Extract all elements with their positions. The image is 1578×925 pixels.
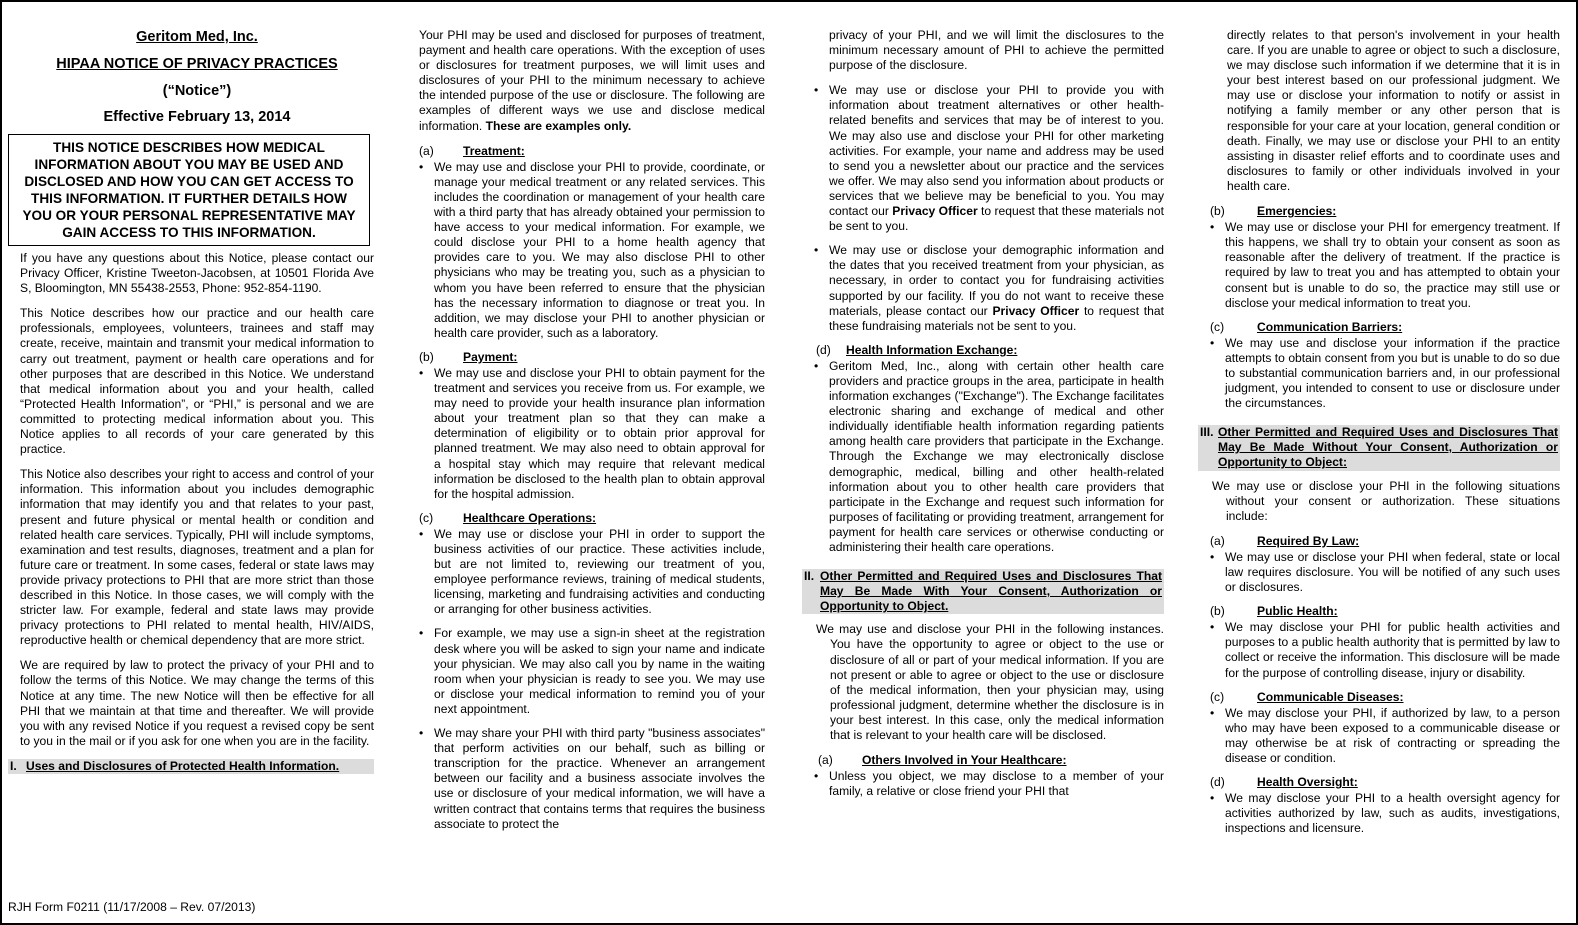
subsection-title: Healthcare Operations:: [463, 510, 597, 525]
intro-text: Your PHI may be used and disclosed for purposes of treatment, payment and health care operations. With the exception of uses or disclosures for treatment purposes, we will limit uses and disclosures of your PHI to the minimum necessary to achieve the intended purpose of the use or disclosure. The following are examples of different ways we use and disclose medical information.: [419, 28, 765, 133]
subsection-title: Health Oversight:: [1257, 775, 1358, 790]
bullet-icon: •: [419, 159, 424, 174]
list-item: • Geritom Med, Inc., along with certain other health care providers and practice groups in the area, participate in health information exchanges ("Exchange"). The Exchange facilitates electronic sharing and exchange of medical and other individually identifiable health information regarding patients among health care providers that participate in the Exchange. Through the Exchange we may electronically disclose demographic, medical, billing and other health-related information about you to other health care providers that participate in the Exchange and request such information for purposes of facilitating or providing treatment, arrangement for payment for health care services or otherwise conducting or administering their health care operations.: [814, 358, 1164, 554]
bullet-icon: •: [814, 83, 819, 98]
list-item: • We may use and disclose your information if the practice attempts to obtain consent from you but is unable to do so due to substantial communication barriers and, in our professional judgment, you intended to consent to use or disclosure under the circumstances.: [1210, 335, 1560, 411]
subsection-title: Communicable Diseases:: [1257, 689, 1404, 704]
bullet-icon: •: [1210, 705, 1215, 720]
company-name: Geritom Med, Inc.: [136, 29, 258, 45]
subsection-label: (d): [816, 342, 831, 357]
column-4: [1200, 28, 1560, 846]
form-footer: RJH Form F0211 (11/17/2008 – Rev. 07/2013): [8, 900, 256, 914]
subsection-exchange: [816, 343, 1164, 358]
list-item: • We may share your PHI with third party "business associates" that perform activities on our behalf, such as billing or transcription for the practice. Whenever an arrangement between our facility and a business associate involves the use or disclosure of your medical information, we will have a written contract that contains terms that requires the business associate to protect the: [419, 726, 765, 831]
subsection-title: Communication Barriers:: [1257, 319, 1403, 334]
column-2: [419, 28, 765, 841]
subsection-label: (b): [1210, 204, 1225, 219]
paragraph-describes: This Notice describes how our practice and our health care professionals, employees, volunteers, trainees and staff may create, receive, maintain and transmit your medical information to carry out treatment, payment or health care operations and for other purposes that are described in this Notice. We understand that medical information about you and your health, called “Protected Health Information”, or “PHI,” is personal and we are committed to protecting medical information about you. This Notice applies to all records of your care generated by this practice.: [20, 306, 374, 457]
section-title: Other Permitted and Required Uses and Disclosures That May Be Made With Your Consent, Authorization or Opportunity to Object.: [820, 569, 1162, 614]
subsection-title: Payment:: [463, 349, 518, 364]
subsection-title: Treatment:: [463, 143, 525, 158]
subsection-label: (a): [818, 753, 833, 768]
list-item: • We may disclose your PHI, if authorized by law, to a person who may have been exposed to a communicable disease or may otherwise be at risk of contracting or spreading the disease or condition.: [1210, 705, 1560, 766]
bullet-icon: •: [1210, 220, 1215, 235]
bullet-icon: •: [814, 769, 819, 784]
paragraph-continued: directly relates to that person's involvement in your health care. If you are unable to agree or object to such a disclosure, we may disclose such information if we determine that it is in your best interest based on our professional judgment. We may use or disclose your information to notify or assist in notifying a family member or any other person that is responsible for your care at your location, general condition or death. Finally, we may use or disclose your PHI to an entity assisting in disaster relief efforts and to coordinate uses and disclosures to family or other individuals involved in your health care.: [1227, 28, 1560, 193]
paragraph-required: We are required by law to protect the privacy of your PHI and to follow the terms of this Notice. We may change the terms of this Notice at any time. The new Notice will then be effective for all PHI that we maintain at that time and thereafter. We will provide you with any revised Notice if you request a revised copy be sent to you in the mail or if you ask for one when you are in the facility.: [20, 658, 374, 748]
subsection-label: (d): [1210, 775, 1225, 790]
subsection-operations: [419, 511, 765, 526]
bullet-icon: •: [419, 526, 424, 541]
subsection-health-oversight: [1210, 775, 1560, 790]
subsection-label: (a): [1210, 533, 1225, 548]
subsection-label: (c): [1210, 319, 1225, 334]
list-item: • We may use and disclose your PHI to provide, coordinate, or manage your medical treatment or any related services. This includes the coordination or management of your health care with a third party that has already obtained your permission to have access to your medical information. For example, we could disclose your PHI to a home health agency that provides care to you. We may also disclose PHI to other physicians who may be treating you, such as a physician to whom you have been referred to ensure that the physician has the necessary information to diagnose or treat you. In addition, we may disclose your PHI to another physician or health care provider, such as a laboratory.: [419, 159, 765, 340]
list-item: • We may use or disclose your PHI in order to support the business activities of our practice. These activities include, but are not limited to, reviewing our treatment of you, employee performance reviews, training of medical students, licensing, marketing and fundraising activities and conducting or arranging for other business activities.: [419, 526, 765, 617]
subsection-label: (c): [419, 510, 434, 525]
section-heading-1: [8, 759, 374, 774]
subsection-others: [818, 753, 1164, 768]
subsection-label: (b): [419, 349, 434, 364]
subsection-emergencies: [1210, 204, 1560, 219]
bullet-icon: •: [419, 626, 424, 641]
section-heading-2: [802, 569, 1164, 614]
subsection-title: Others Involved in Your Healthcare:: [862, 753, 1067, 768]
list-item: • We may use or disclose your PHI when federal, state or local law requires disclosure. You will be notified of any such uses or disclosures.: [1210, 549, 1560, 595]
subsection-public-health: [1210, 604, 1560, 619]
list-item: • We may use and disclose your PHI to obtain payment for the treatment and services you receive from us. For example, we may need to provide your health insurance plan information about your treatment plan so that they can make a determination of eligibility or to obtain prior approval for planned treatment. We may also need to obtain approval for a hospital stay which may require that relevant medical information be disclosed to the health plan to obtain approval for the hospital admission.: [419, 365, 765, 501]
list-item: • We may disclose your PHI for public health activities and purposes to a public health authority that is permitted by law to collect or receive the information. This disclosure will be made for the purpose of controlling disease, injury or disability.: [1210, 620, 1560, 680]
notice-box: THIS NOTICE DESCRIBES HOW MEDICAL INFORMATION ABOUT YOU MAY BE USED AND DISCLOSED AND HOW YOU CAN GET ACCESS TO THIS INFORMATION. IT FURTHER DETAILS HOW YOU OR YOUR PERSONAL REPRESENTATIVE MAY GAIN ACCESS TO THIS INFORMATION.: [8, 134, 370, 246]
section-number: II.: [804, 569, 815, 584]
paragraph-consent: We may use and disclose your PHI in the following instances. You have the opportunity to agree or object to the use or disclosure of all or part of your medical information. If you are not present or able to agree or object to the use or disclosure of the medical information, then your physician may, using professional judgment, determine whether the disclosure is in your best interest. In this case, only the medical information that is relevant to your health care will be disclosed.: [816, 622, 1164, 743]
subsection-title: Required By Law:: [1257, 533, 1360, 548]
bullet-icon: •: [1210, 549, 1215, 564]
column-3: [804, 28, 1164, 808]
subsection-required-by-law: [1210, 534, 1560, 549]
section-heading-3: [1198, 425, 1560, 470]
paragraph-continued: privacy of your PHI, and we will limit the disclosures to the minimum necessary amount of PHI to achieve the permitted purpose of the disclosure.: [829, 28, 1164, 73]
section-title: Uses and Disclosures of Protected Health Information.: [26, 758, 340, 773]
list-item: • For example, we may use a sign-in sheet at the registration desk where you will be asked to sign your name and indicate your physician. We may also call you by name in the waiting room when your physician is ready to see you. We may use or disclose your medical information to remind you of your next appointment.: [419, 626, 765, 716]
notice-title: HIPAA NOTICE OF PRIVACY PRACTICES: [56, 56, 338, 72]
subsection-title: Health Information Exchange:: [846, 342, 1018, 357]
list-item: • We may use or disclose your PHI to provide you with information about treatment alternatives or other health-related benefits and services that may be of interest to you. We may also use and disclose your PHI for other marketing activities. For example, your name and address may be used to send you a newsletter about our practice and the services we offer. We may also send you information about products or services that we believe may be beneficial to you. You may contact our Privacy Officer to request that these materials not be sent to you.: [814, 83, 1164, 234]
paragraph-rights: This Notice also describes your right to access and control of your information. This information about you includes demographic information that may identify you and that relates to your past, present and future physical or mental health or condition and related health care services. Typically, PHI will include symptoms, examination and test results, diagnoses, treatment and a plan for future care or treatment. In some cases, federal or state laws may provide privacy protections to PHI that are more strict than those described in this Notice. In those cases, we will comply with the stricter law. For example, federal and state laws may provide privacy protections to PHI related to mental health, HIV/AIDS, reproductive health or chemical dependency that are more strict.: [20, 467, 374, 648]
section-title: Other Permitted and Required Uses and Disclosures That May Be Made Without Your Consent, Authorization or Opportunity to Object:: [1218, 425, 1558, 470]
subsection-treatment: [419, 144, 765, 159]
bullet-icon: •: [814, 243, 819, 258]
bullet-icon: •: [1210, 791, 1215, 806]
subsection-communicable-diseases: [1210, 690, 1560, 705]
list-item: • We may use or disclose your demographic information and the dates that you received treatment from your physician, as necessary, in order to contact you for fundraising activities supported by our facility. If you do not want to receive these materials, please contact our Privacy Officer to request that these fundraising materials not be sent to you.: [814, 243, 1164, 333]
effective-date: Effective February 13, 2014: [103, 109, 291, 125]
section-number: I.: [10, 758, 17, 773]
section-number: III.: [1200, 425, 1214, 440]
bullet-icon: •: [1210, 335, 1215, 350]
paragraph-intro: [419, 28, 765, 134]
subsection-label: (c): [1210, 689, 1225, 704]
list-item: • Unless you object, we may disclose to a member of your family, a relative or close friend your PHI that: [814, 769, 1164, 799]
subsection-payment: [419, 350, 765, 365]
subsection-label: (b): [1210, 604, 1225, 619]
bullet-icon: •: [814, 358, 819, 373]
bullet-icon: •: [419, 726, 424, 741]
subsection-label: (a): [419, 143, 434, 158]
list-item: • We may disclose your PHI to a health oversight agency for activities authorized by law, such as audits, investigations, inspections and licensure.: [1210, 791, 1560, 836]
list-item: • We may use or disclose your PHI for emergency treatment. If this happens, we shall try to obtain your consent as soon as reasonable after the delivery of treatment. If the practice is required by law to treat you and has attempted to obtain your consent but is unable to do so, the practice may still use or disclose your medical information to treat you.: [1210, 220, 1560, 310]
column-1: [10, 28, 374, 782]
paragraph-without-consent: We may use or disclose your PHI in the following situations without your consent or authorization. These situations include:: [1212, 478, 1560, 523]
intro-bold: These are examples only.: [485, 118, 632, 133]
paragraph-contact: If you have any questions about this Notice, please contact our Privacy Officer, Kristine Tweeton-Jacobsen, at 10501 Florida Ave S, Bloomington, MN 55438-2553, Phone: 952-854-1190.: [20, 251, 374, 296]
notice-alias: (“Notice”): [162, 83, 232, 99]
bullet-icon: •: [419, 365, 424, 380]
subsection-barriers: [1210, 320, 1560, 335]
bullet-icon: •: [1210, 620, 1215, 635]
subsection-title: Public Health:: [1257, 604, 1338, 619]
subsection-title: Emergencies:: [1257, 204, 1337, 219]
